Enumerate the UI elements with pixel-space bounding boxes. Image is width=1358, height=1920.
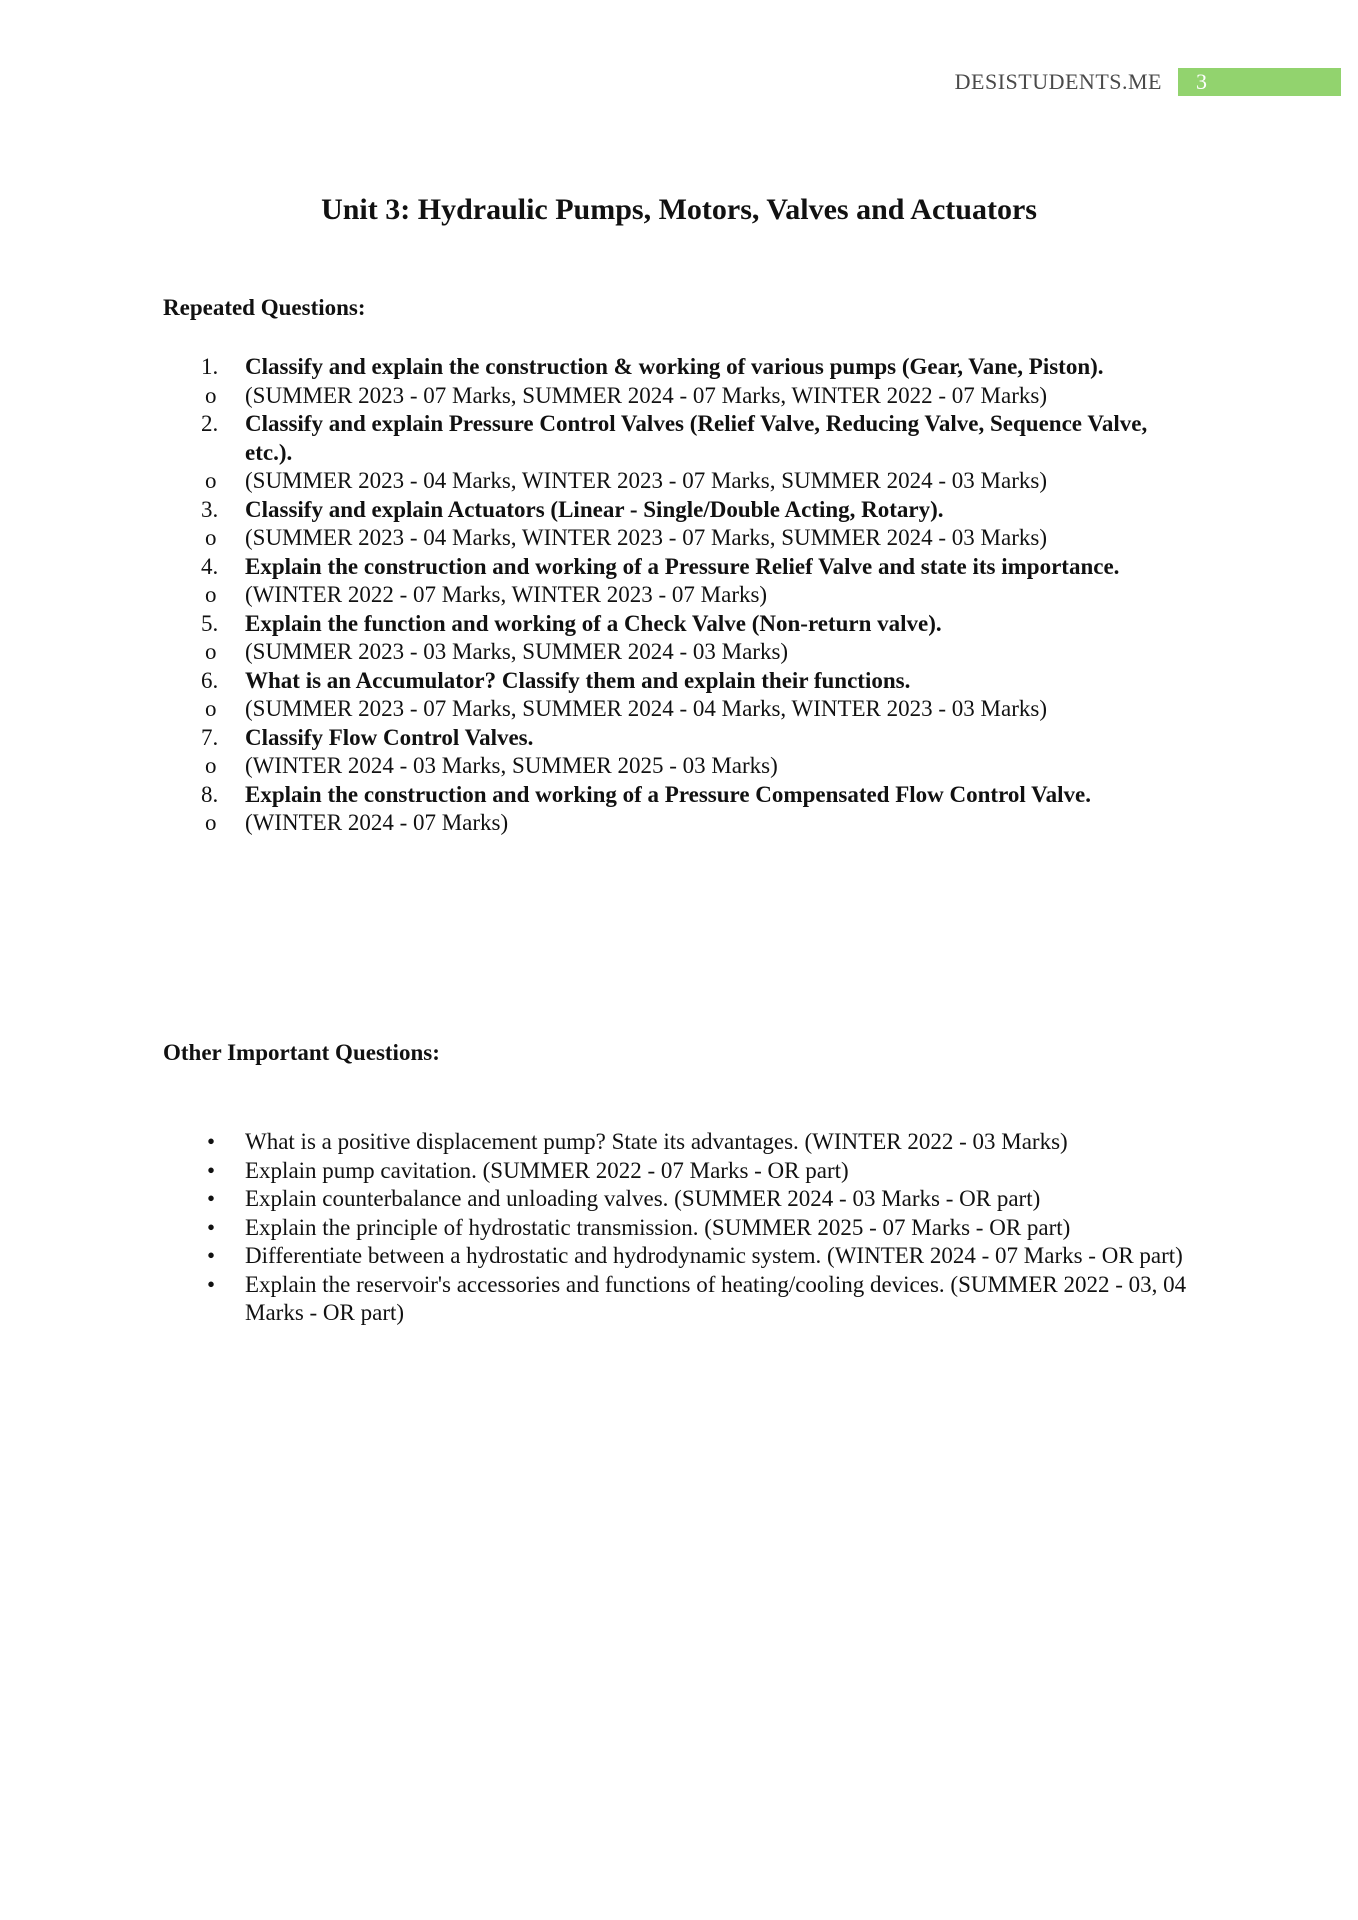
bullet: • <box>207 1271 216 1297</box>
other-question-text: What is a positive displacement pump? State its advantages. (WINTER 2022 - 03 Marks) <box>245 1129 1068 1154</box>
question-number: 2. <box>201 411 219 436</box>
question-text: What is an Accumulator? Classify them and explain their functions. <box>245 667 911 693</box>
marks-text: (SUMMER 2023 - 04 Marks, WINTER 2023 - 07 Marks, SUMMER 2024 - 03 Marks) <box>245 468 1047 493</box>
question-text: Classify and explain Actuators (Linear - Single/Double Acting, Rotary). <box>245 496 944 522</box>
question-text: Classify and explain Pressure Control Valves (Relief Valve, Reducing Valve, Sequence Valve, etc.). <box>245 411 1148 465</box>
marks-text: (SUMMER 2023 - 04 Marks, WINTER 2023 - 07 Marks, SUMMER 2024 - 03 Marks) <box>245 525 1047 550</box>
sub-bullet: o <box>205 382 217 408</box>
question-marks <box>163 524 1193 553</box>
question-number: 5. <box>201 610 219 636</box>
question-marks <box>163 695 1193 724</box>
list-item <box>163 1185 1193 1214</box>
other-question-text: Explain counterbalance and unloading valves. (SUMMER 2024 - 03 Marks - OR part) <box>245 1186 1041 1211</box>
question-item <box>163 553 1193 582</box>
sub-bullet: o <box>205 696 217 721</box>
question-marks <box>163 809 1193 838</box>
question-marks <box>163 467 1193 496</box>
question-item <box>163 353 1193 382</box>
list-item <box>163 1214 1193 1243</box>
other-questions-list <box>163 1128 1193 1328</box>
marks-text: (WINTER 2024 - 03 Marks, SUMMER 2025 - 03 Marks) <box>245 753 778 778</box>
question-item <box>163 781 1193 810</box>
bullet: • <box>207 1214 216 1240</box>
question-marks <box>163 638 1193 667</box>
question-text: Classify Flow Control Valves. <box>245 724 534 750</box>
question-number: 6. <box>201 667 219 693</box>
question-item <box>163 724 1193 753</box>
repeated-questions-list <box>163 353 1193 838</box>
page-title: Unit 3: Hydraulic Pumps, Motors, Valves and Actuators <box>321 193 1037 226</box>
marks-text: (WINTER 2024 - 07 Marks) <box>245 810 509 835</box>
page-header <box>955 68 1341 96</box>
site-name: DESISTUDENTS.ME <box>954 69 1162 94</box>
marks-text: (WINTER 2022 - 07 Marks, WINTER 2023 - 07 Marks) <box>245 582 768 607</box>
list-item <box>163 1157 1193 1186</box>
bullet: • <box>207 1186 216 1211</box>
question-text: Explain the construction and working of a Pressure Compensated Flow Control Valve. <box>245 781 1091 807</box>
list-item <box>163 1128 1193 1157</box>
sub-bullet: o <box>205 639 217 664</box>
page-number: 3 <box>1178 68 1341 96</box>
list-item <box>163 1271 1193 1328</box>
question-text: Classify and explain the construction & working of various pumps (Gear, Vane, Piston). <box>245 354 1104 379</box>
sub-bullet: o <box>205 810 217 835</box>
question-text: Explain the construction and working of a Pressure Relief Valve and state its importance. <box>245 553 1120 579</box>
question-item <box>163 410 1193 467</box>
sub-bullet: o <box>205 753 217 778</box>
sub-bullet: o <box>205 582 217 607</box>
question-number: 3. <box>201 496 219 522</box>
marks-text: (SUMMER 2023 - 07 Marks, SUMMER 2024 - 04 Marks, WINTER 2023 - 03 Marks) <box>245 696 1047 721</box>
sub-bullet: o <box>205 525 217 550</box>
question-marks <box>163 382 1193 411</box>
question-item <box>163 667 1193 696</box>
question-marks <box>163 581 1193 610</box>
bullet: • <box>207 1157 216 1183</box>
question-number: 7. <box>201 724 219 750</box>
question-number: 1. <box>201 354 219 379</box>
marks-text: (SUMMER 2023 - 07 Marks, SUMMER 2024 - 07 Marks, WINTER 2022 - 07 Marks) <box>245 382 1047 408</box>
question-number: 4. <box>201 553 219 579</box>
question-marks <box>163 752 1193 781</box>
other-question-text: Explain the principle of hydrostatic transmission. (SUMMER 2025 - 07 Marks - OR part) <box>245 1214 1071 1240</box>
sub-bullet: o <box>205 468 217 493</box>
bullet: • <box>207 1129 216 1154</box>
question-text: Explain the function and working of a Check Valve (Non-return valve). <box>245 610 942 636</box>
question-item <box>163 610 1193 639</box>
other-question-text: Differentiate between a hydrostatic and hydrodynamic system. (WINTER 2024 - 07 Marks - OR part) <box>245 1243 1183 1268</box>
repeated-questions-heading: Repeated Questions: <box>163 295 366 320</box>
other-question-text: Explain the reservoir's accessories and functions of heating/cooling devices. (SUMMER 2022 - 03, 04 Marks - OR part) <box>245 1271 1187 1325</box>
other-questions-heading: Other Important Questions: <box>163 1040 440 1065</box>
bullet: • <box>207 1243 216 1268</box>
marks-text: (SUMMER 2023 - 03 Marks, SUMMER 2024 - 03 Marks) <box>245 639 789 664</box>
other-question-text: Explain pump cavitation. (SUMMER 2022 - 07 Marks - OR part) <box>245 1157 849 1183</box>
question-item <box>163 496 1193 525</box>
list-item <box>163 1242 1193 1271</box>
question-number: 8. <box>201 781 219 807</box>
